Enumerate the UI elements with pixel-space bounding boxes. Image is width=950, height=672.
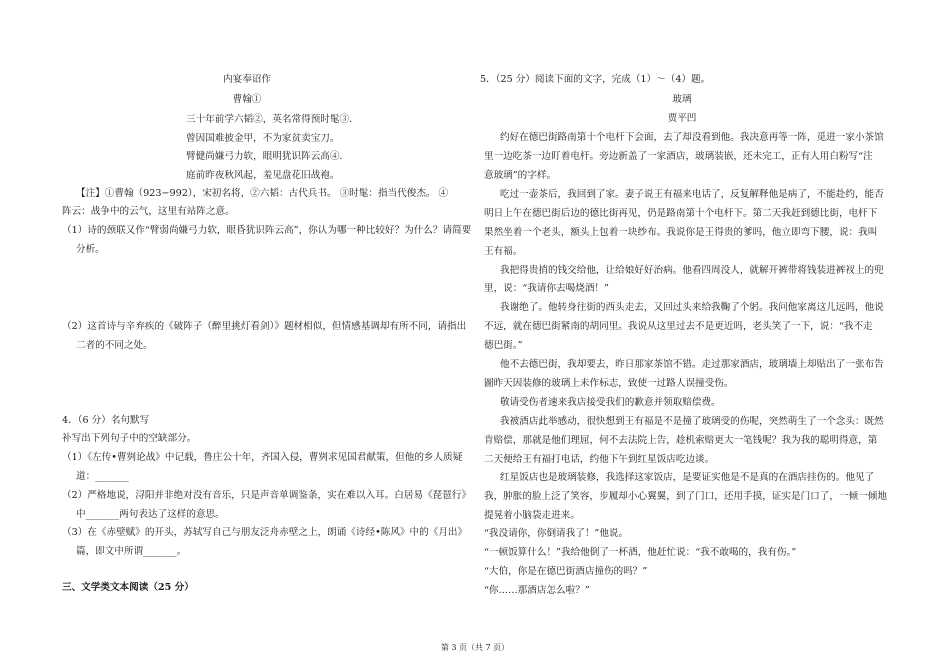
poem-line: 庭前昨夜秋风起，羞见盘花旧战袍。 xyxy=(186,170,340,181)
poem-note: 【注】①曹翰（923−992），宋初名将，②六韬：古代兵书。 ③时髦：指当代俊杰。 ④ xyxy=(76,188,449,199)
story-line: 圖昨天因装修的玻璃上未作标志，致使一过路人误撞受伤。 xyxy=(484,378,734,389)
section-4-header: 4．（6 分）名句默写 xyxy=(62,415,150,426)
fill-item-2: （2）严格地说，浔阳并非绝对没有音乐，只是声音单调鉴条，实在难以入耳。白居易《琵琶行》 xyxy=(62,490,472,501)
story-line: 意玻璃”的字样。 xyxy=(484,170,557,181)
story-author: 贾平凹 xyxy=(667,113,697,124)
poem-line: 三十年前学六韬②，英名常得预时髦③. xyxy=(186,114,353,125)
story-line: 明日上午在德巴街后边的德比街再见，仍是路南第十个电杆下。第二天我赶到德比街，电杆下 xyxy=(484,208,878,219)
story-line: “你……那酒店怎么啦？” xyxy=(484,585,590,596)
story-line: “大伯，你是在德巴街酒店撞伤的吗？” xyxy=(484,566,648,577)
story-line: 吃过一壶茶后，我回到了家。妻子说王有福来电话了，反复解释他是病了，不能赴约，能否 xyxy=(500,189,884,200)
story-line: 王有福。 xyxy=(484,246,523,257)
story-line: 里，说：“我请你去喝烧酒！” xyxy=(484,283,609,294)
question-2: （2）这首诗与辛弃疾的《破阵子（醉里挑灯看剑）》题材相似，但情感基调却有所不同，请指出 xyxy=(62,321,467,332)
story-line: 提晃着小脑袋走进来。 xyxy=(484,510,580,521)
story-line: 果然坐着一个老头，额头上包着一块纱布。我说你是王得贵的爹吗，他立即弯下腰，说：我叫 xyxy=(484,227,878,238)
fill-item-1: （1）《左传•曹刿论战》中记载，鲁庄公十年，齐国入侵，曹刿求见国君献策，但他的乡人质疑 xyxy=(62,452,463,463)
section-4-intro: 补写出下列句子中的空缺部分。 xyxy=(62,433,197,444)
section-3-heading: 三、文学类文本阅读（25 分） xyxy=(62,582,194,593)
story-line: 我把得贵捎的钱交给他，让给娘好好治病。他看四周没人，就解开裤带将钱装进裤衩上的兜 xyxy=(500,265,884,276)
question-5-header: 5．（25 分）阅读下面的文字，完成（1）～（4）题。 xyxy=(480,74,711,85)
poem-line: 曾因国难披金甲，不为家贫卖宝刀。 xyxy=(186,133,340,144)
story-line: 敬请受伤者速来我店接受我们的歉意并领取赔偿费。 xyxy=(500,397,721,408)
poem-author: 曹翰① xyxy=(232,94,262,105)
story-line: 约好在德巴街路南第十个电杆下会面，去了却没看到他。我决意再等一阵，觅进一家小茶馆 xyxy=(500,132,884,143)
story-line: 红星饭店也是玻璃装修，我选择这家饭店，是要证实他是不是真的在酒店挂伤的。他见了 xyxy=(500,472,875,483)
story-line: 我谢绝了。他转身往街的西头走去，又回过头来给我鞠了个躬。我问他家离这儿远吗，他说 xyxy=(500,302,884,313)
fill-item-2-cont: 中_______两句表达了这样的意思。 xyxy=(76,509,225,520)
question-2-cont: 二者的不同之处。 xyxy=(76,340,153,351)
fill-item-1-cont: 道：_______ xyxy=(76,471,129,482)
story-line: 他不去德巴街，我却要去，昨日那家茶馆不错。走过那家酒店，玻璃墙上却贴出了一张布告 xyxy=(500,359,884,370)
fill-item-3-cont: 篇，即文中所谓_______。 xyxy=(76,546,187,557)
story-line: 二天便给王有福打电话，约他下午到红星饭店吃边谈。 xyxy=(484,454,715,465)
story-line: 不远，就在德巴街紧南的胡同里。我说从这里过去不是更近吗，老头笑了一下，说：“我不走 xyxy=(484,321,873,332)
story-line: 我，肿胀的脸上泛了笑容，步履却小心翼翼，到了门口，还用手摸，证实是门口了，一倾一倾地 xyxy=(484,491,887,502)
fill-item-3: （3）在《赤壁赋》的开头，苏轼写自己与朋友泛舟赤壁之上，朗诵《诗经•陈风》中的《月出》 xyxy=(62,527,468,538)
poem-title: 内宴奉诏作 xyxy=(223,74,271,85)
poem-line: 臂健尚嫌弓力软，眼明犹识阵云高④. xyxy=(186,151,343,162)
story-line: 我被酒店此举感动，很快想到王有福是不是撞了玻璃受的伤呢，突然萌生了一个念头：既然 xyxy=(500,416,884,427)
story-title: 玻璃 xyxy=(672,94,692,105)
question-1: （1）诗的颈联又作“臂弱尚嫌弓力软，眼昏犹识阵云高”，你认为哪一种比较好？为什么？请简要 xyxy=(62,225,472,236)
story-line: 里一边吃茶一边盯着电杆。旁边新盖了一家酒店，玻璃装嵌，还未完工，正有人用白粉写“注 xyxy=(484,151,873,162)
page-footer: 第 3 页（共 7 页） xyxy=(440,643,510,652)
question-1-cont: 分析。 xyxy=(76,244,105,255)
story-line: 肯赔偿，那就是他们理屈，何不去法院上告，趁机索赔更大一笔钱呢？我为我的聪明得意，第 xyxy=(484,435,878,446)
poem-note: 阵云：战争中的云气，这里有站阵之意。 xyxy=(62,206,235,217)
story-line: 德巴街。” xyxy=(484,340,523,351)
story-line: “我没请你，你倒请我了！”他说。 xyxy=(484,528,629,539)
story-line: “一顿饭算什么！”我给他倒了一杯酒，他赶忙说：“我不敢喝的，我有伤。” xyxy=(484,547,797,558)
